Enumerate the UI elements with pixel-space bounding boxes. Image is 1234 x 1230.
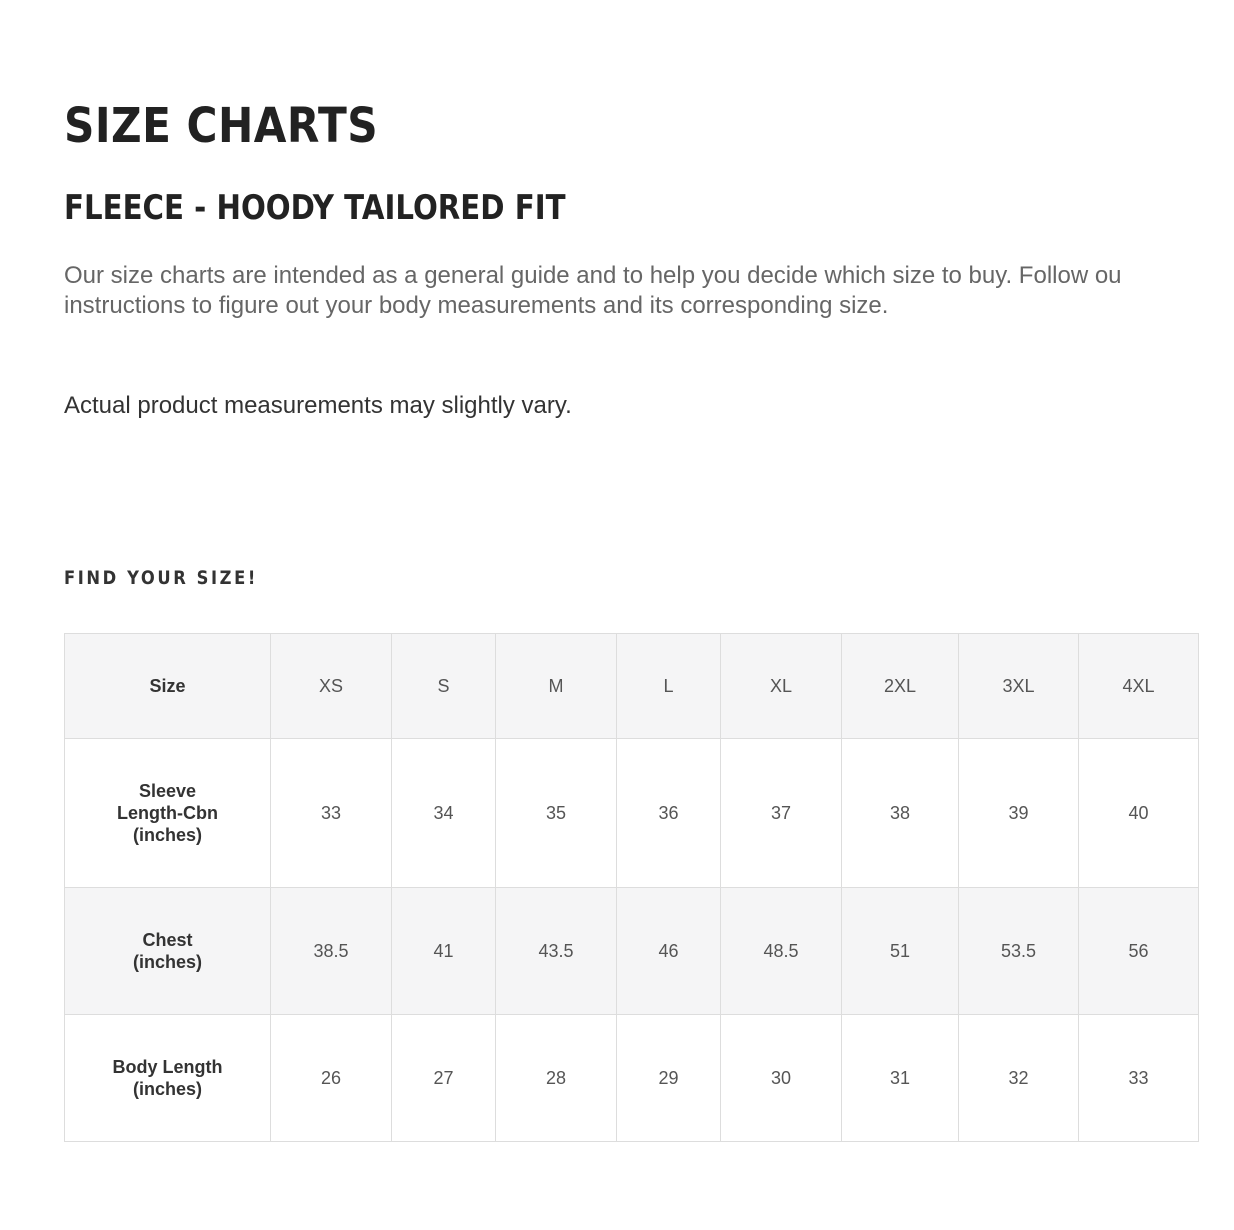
table-cell: 41 <box>392 888 496 1015</box>
size-header-cell: 4XL <box>1079 634 1199 739</box>
row-label-line: (inches) <box>132 1079 202 1099</box>
table-cell: 26 <box>271 1015 392 1142</box>
row-label-line: Body Length <box>112 1057 223 1077</box>
table-cell: 29 <box>617 1015 721 1142</box>
table-cell: 48.5 <box>721 888 842 1015</box>
table-cell: 56 <box>1079 888 1199 1015</box>
size-header-cell: XS <box>271 634 392 739</box>
size-table <box>64 633 1199 1142</box>
size-header-row <box>65 634 1199 739</box>
table-cell: 39 <box>959 739 1079 888</box>
table-cell: 51 <box>842 888 959 1015</box>
intro-line-2: instructions to figure out your body measurements and its corresponding size. <box>64 292 889 319</box>
table-cell: 27 <box>392 1015 496 1142</box>
table-cell: 34 <box>392 739 496 888</box>
size-chart-page <box>64 0 1234 1230</box>
table-cell: 53.5 <box>959 888 1079 1015</box>
size-header-cell: XL <box>721 634 842 739</box>
size-header-label: Size <box>65 634 271 739</box>
table-row-chest <box>65 888 1199 1015</box>
table-cell: 33 <box>1079 1015 1199 1142</box>
table-cell: 31 <box>842 1015 959 1142</box>
row-label-line: (inches) <box>132 825 202 845</box>
table-cell: 36 <box>617 739 721 888</box>
table-cell: 40 <box>1079 739 1199 888</box>
product-title: FLEECE - HOODY TAILORED FIT <box>64 188 566 228</box>
table-cell: 30 <box>721 1015 842 1142</box>
table-cell: 28 <box>496 1015 617 1142</box>
table-row-body-length <box>65 1015 1199 1142</box>
row-label-line: Chest <box>142 930 193 950</box>
table-row-sleeve-length <box>65 739 1199 888</box>
row-label-line: Sleeve <box>138 781 197 801</box>
row-label-line: (inches) <box>132 952 202 972</box>
row-label-body-length <box>65 1015 271 1142</box>
table-cell: 37 <box>721 739 842 888</box>
row-label-chest <box>65 888 271 1015</box>
size-header-cell: S <box>392 634 496 739</box>
table-cell: 33 <box>271 739 392 888</box>
find-your-size-heading: FIND YOUR SIZE! <box>64 567 258 589</box>
table-cell: 38.5 <box>271 888 392 1015</box>
row-label-sleeve-length <box>65 739 271 888</box>
table-cell: 38 <box>842 739 959 888</box>
intro-paragraph <box>64 261 1198 321</box>
page-title: SIZE CHARTS <box>64 98 379 154</box>
table-cell: 46 <box>617 888 721 1015</box>
size-header-cell: 2XL <box>842 634 959 739</box>
table-cell: 32 <box>959 1015 1079 1142</box>
measurement-note: Actual product measurements may slightly vary. <box>64 392 572 419</box>
size-header-cell: 3XL <box>959 634 1079 739</box>
size-header-cell: L <box>617 634 721 739</box>
row-label-line: Length-Cbn <box>117 803 218 823</box>
table-cell: 35 <box>496 739 617 888</box>
intro-line-1: Our size charts are intended as a general guide and to help you decide which size to buy. Follow ou <box>64 262 1122 289</box>
size-header-cell: M <box>496 634 617 739</box>
table-cell: 43.5 <box>496 888 617 1015</box>
